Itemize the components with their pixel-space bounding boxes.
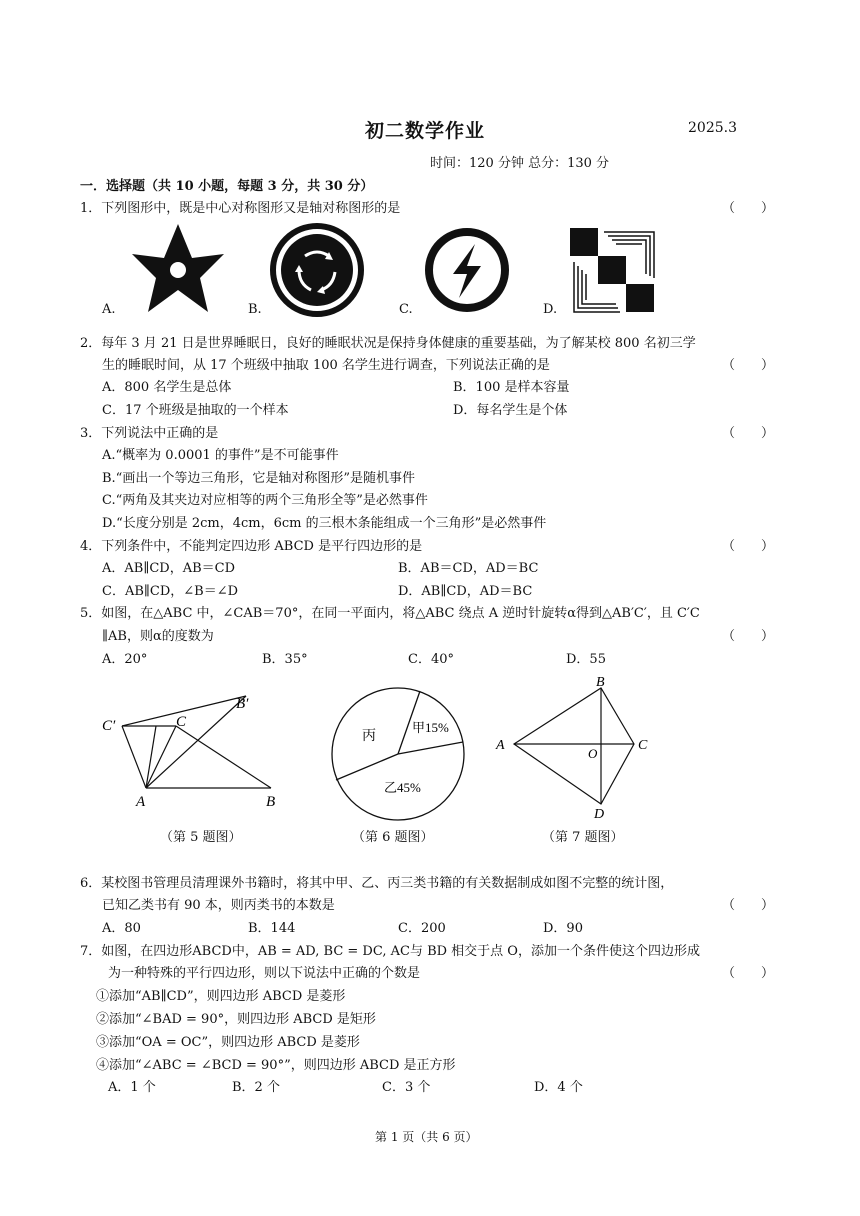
q5-option-a: A．20° (102, 652, 148, 667)
q2-option-a: A．800 名学生是总体 (102, 380, 232, 395)
question-1-stem: 1．下列图形中，既是中心对称图形又是轴对称图形的是 (80, 201, 401, 216)
answer-paren-1: （ ） (722, 201, 775, 216)
answer-paren-6: （ ） (722, 898, 775, 913)
q4-option-a: A．AB∥CD，AB＝CD (102, 561, 236, 576)
figure-7 (494, 674, 664, 820)
q5-option-c: C．40° (408, 652, 454, 667)
q2-option-b: B．100 是样本容量 (453, 380, 570, 395)
q3-option-a: A.“概率为 0.0001 的事件”是不可能事件 (102, 448, 339, 463)
q5-option-d: D．55 (566, 652, 606, 667)
page-title: 初二数学作业 (365, 120, 486, 142)
q7-statement-2: ②添加“∠BAD = 90°，则四边形 ABCD 是矩形 (96, 1012, 376, 1027)
fig5-label-b: B (266, 794, 276, 810)
q1-option-b: B. (248, 302, 262, 317)
answer-paren-7: （ ） (722, 966, 775, 981)
q7-statement-4: ④添加“∠ABC = ∠BCD = 90°”，则四边形 ABCD 是正方形 (96, 1058, 456, 1073)
answer-paren-5: （ ） (722, 629, 775, 644)
pie-label-yi: 乙45% (384, 780, 421, 795)
figure-d-squares (570, 228, 654, 312)
fig7-label-a: A (496, 738, 505, 753)
q7-statement-3: ③添加“OA = OC”，则四边形 ABCD 是菱形 (96, 1035, 360, 1050)
q2-option-c: C．17 个班级是抽取的一个样本 (102, 403, 289, 418)
question-2-line2: 生的睡眠时间，从 17 个班级中抽取 100 名学生进行调查，下列说法正确的是 (102, 358, 550, 373)
figure-a-star (132, 224, 224, 312)
answer-paren-3: （ ） (722, 426, 775, 441)
fig5-label-c: C (176, 714, 187, 730)
exam-info: 时间：120 分钟 总分：130 分 (430, 156, 610, 171)
q3-option-c: C.“两角及其夹边对应相等的两个三角形全等”是必然事件 (102, 493, 428, 508)
question-5-line1: 5．如图，在△ABC 中，∠CAB＝70°，在同一平面内，将△ABC 绕点 A 逆时针旋转α得到△AB′C′，且 C′C (80, 606, 700, 621)
question-4-stem: 4．下列条件中，不能判定四边形 ABCD 是平行四边形的是 (80, 539, 423, 554)
fig5-caption: （第 5 题图） (160, 830, 242, 845)
pie-label-jia: 甲15% (412, 720, 449, 735)
pie-label-bing: 丙 (362, 729, 376, 744)
fig6-caption: （第 6 题图） (352, 830, 434, 845)
question-6-line2: 已知乙类书有 90 本，则丙类书的本数是 (102, 898, 335, 913)
figure-c-lightning (429, 232, 505, 308)
fig5-label-cprime: C′ (102, 718, 116, 734)
q7-option-a: A．1 个 (108, 1080, 156, 1095)
fig7-caption: （第 7 题图） (542, 830, 624, 845)
fig5-label-a: A (136, 794, 146, 810)
q4-option-d: D．AB∥CD，AD＝BC (398, 584, 533, 599)
question-5-line2: ∥AB，则α的度数为 (102, 629, 214, 644)
figure-6-pie (328, 684, 468, 824)
q6-option-d: D．90 (543, 921, 583, 936)
fig7-label-b: B (596, 675, 605, 690)
question-6-line1: 6．某校图书管理员清理课外书籍时，将其中甲、乙、丙三类书籍的有关数据制成如图不完整的统计图， (80, 876, 674, 891)
answer-paren-2: （ ） (722, 358, 775, 373)
q4-option-c: C．AB∥CD，∠B＝∠D (102, 584, 239, 599)
q2-option-d: D．每名学生是个体 (453, 403, 568, 418)
q3-option-b: B.“画出一个等边三角形，它是轴对称图形”是随机事件 (102, 471, 415, 486)
figure-b-recycle (273, 226, 361, 314)
page-footer: 第 1 页（共 6 页） (375, 1130, 478, 1144)
fig7-label-d: D (594, 807, 605, 820)
q1-option-a: A. (102, 302, 116, 317)
fig7-label-o: O (588, 746, 598, 761)
fig7-label-c: C (638, 738, 648, 753)
question-3-stem: 3．下列说法中正确的是 (80, 426, 219, 441)
figure-5 (96, 682, 296, 812)
date: 2025.3 (688, 120, 737, 136)
q3-option-d: D.“长度分别是 2cm，4cm，6cm 的三根木条能组成一个三角形”是必然事件 (102, 516, 547, 531)
q5-option-b: B．35° (262, 652, 308, 667)
q6-option-b: B．144 (248, 921, 296, 936)
fig5-label-bprime: B′ (236, 696, 249, 712)
question-2-line1: 2．每年 3 月 21 日是世界睡眠日，良好的睡眠状况是保持身体健康的重要基础，为了解某校 800 名初三学 (80, 336, 696, 351)
q1-option-c: C. (399, 302, 413, 317)
q7-option-c: C．3 个 (382, 1080, 431, 1095)
question-1-figures (100, 220, 680, 320)
question-7-line2: 为一种特殊的平行四边形，则以下说法中正确的个数是 (108, 966, 421, 981)
q7-option-b: B．2 个 (232, 1080, 280, 1095)
q6-option-a: A．80 (102, 921, 141, 936)
q7-option-d: D．4 个 (534, 1080, 583, 1095)
answer-paren-4: （ ） (722, 539, 775, 554)
q1-option-d: D. (543, 302, 558, 317)
q4-option-b: B．AB＝CD，AD＝BC (398, 561, 539, 576)
q7-statement-1: ①添加“AB∥CD”，则四边形 ABCD 是菱形 (96, 989, 346, 1004)
section-heading: 一．选择题（共 10 小题，每题 3 分，共 30 分） (80, 179, 374, 194)
q6-option-c: C．200 (398, 921, 446, 936)
question-7-line1: 7．如图，在四边形ABCD中，AB = AD, BC = DC, AC与 BD 相交于点 O，添加一个条件使这个四边形成 (80, 944, 700, 959)
